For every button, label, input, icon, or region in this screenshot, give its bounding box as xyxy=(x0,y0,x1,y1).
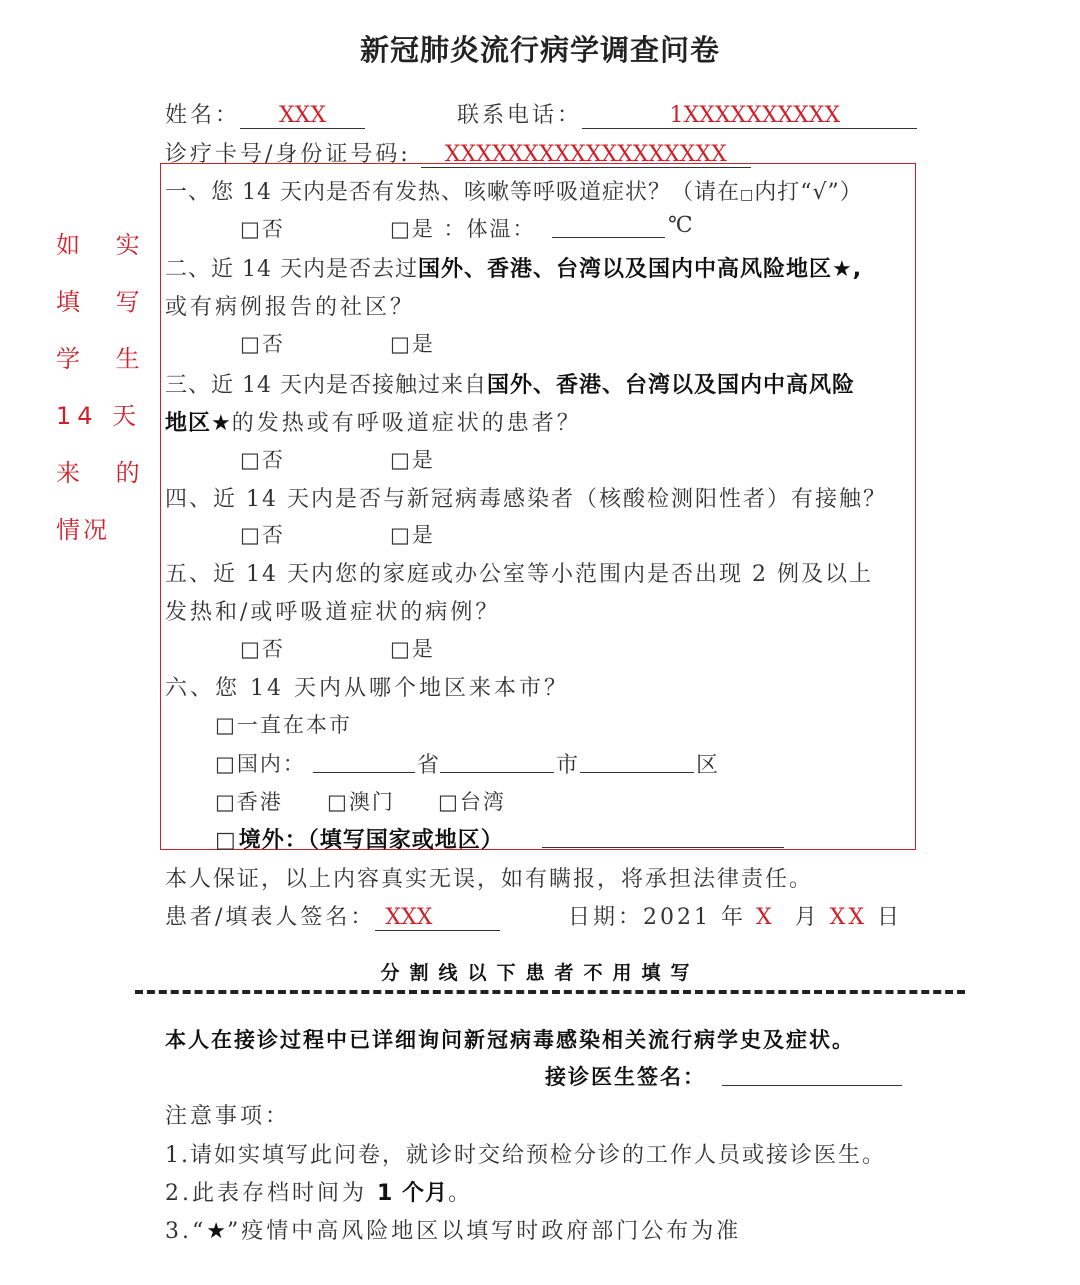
question-2-text: 二、近 14 天内是否去过 xyxy=(165,257,418,282)
province-field[interactable] xyxy=(313,748,415,773)
id-label: 诊疗卡号/身份证号码: xyxy=(165,142,411,167)
question-2 xyxy=(165,252,862,283)
notes-heading: 注意事项： xyxy=(165,1104,291,1129)
month-value[interactable]: X xyxy=(755,905,775,930)
page-title: 新冠肺炎流行病学调查问卷 xyxy=(359,33,720,67)
month-label: 月 xyxy=(794,905,820,930)
note-item-2 xyxy=(165,1176,473,1207)
q6-abroad-label: 境外：（填写国家或地区） xyxy=(238,828,504,853)
phone-row xyxy=(457,98,917,129)
doctor-sign-field[interactable] xyxy=(722,1061,902,1086)
temperature-field[interactable] xyxy=(552,213,665,238)
q6-macau-checkbox[interactable]: □澳门 xyxy=(327,790,395,814)
abroad-country-field[interactable] xyxy=(542,823,784,848)
question-2-line2: 或有病例报告的社区？ xyxy=(165,295,416,320)
divider-text: 分割线以下患者不用填写 xyxy=(380,962,700,984)
date-label: 日期：2021 年 xyxy=(568,905,746,930)
district-label: 区 xyxy=(696,753,722,778)
question-5-line2: 发热和/或呼吸道症状的病例？ xyxy=(165,600,501,625)
day-value[interactable]: XX xyxy=(829,905,867,930)
celsius-unit: ℃ xyxy=(668,213,696,238)
date-row xyxy=(568,900,902,931)
note-item-3 xyxy=(165,1214,741,1245)
question-3-line2 xyxy=(165,406,582,437)
signature-field[interactable]: XXX xyxy=(375,905,500,931)
district-field[interactable] xyxy=(580,748,694,773)
question-3-text-end: 的发热或有呼吸道症状的患者？ xyxy=(231,411,582,436)
question-6: 六、您 14 天内从哪个地区来本市？ xyxy=(165,676,569,701)
question-2-bold: 国外、香港、台湾以及国内中高风险地区★, xyxy=(417,257,863,282)
q3-no-checkbox[interactable]: □否 xyxy=(240,448,285,472)
phone-field[interactable] xyxy=(582,103,917,129)
question-1-text-end: 内打“√”） xyxy=(754,180,863,205)
note-item-3-end: ”疫情中高风险地区以填写时政府部门公布为准 xyxy=(226,1219,742,1244)
q6-abroad-option[interactable] xyxy=(215,823,504,854)
side-note-1: 如 实 xyxy=(56,231,154,259)
q1-no-checkbox[interactable]: □否 xyxy=(240,217,285,241)
city-field[interactable] xyxy=(440,748,554,773)
small-box-icon: □ xyxy=(739,187,755,203)
q2-no-checkbox[interactable]: □否 xyxy=(240,332,285,356)
signature-label: 患者/填表人签名： xyxy=(165,905,376,930)
question-4: 四、近 14 天内是否与新冠病毒感染者（核酸检测阳性者）有接触？ xyxy=(165,487,887,512)
question-3-bold: 国外、香港、台湾以及国内中高风险 xyxy=(486,373,855,398)
q2-yes-checkbox[interactable]: □是 xyxy=(390,332,435,356)
name-label: 姓名： xyxy=(165,103,241,128)
q6-local-checkbox[interactable]: □一直在本市 xyxy=(215,713,352,737)
side-note-6: 情况 xyxy=(56,516,110,544)
q3-yes-checkbox[interactable]: □是 xyxy=(390,448,435,472)
q1-yes-checkbox[interactable]: □是 ：体温： xyxy=(390,217,536,241)
day-label: 日 xyxy=(877,905,903,930)
side-note-4: 14 天 xyxy=(56,402,143,430)
q5-yes-checkbox[interactable]: □是 xyxy=(390,637,435,661)
signature-row xyxy=(165,900,500,931)
question-3-text: 三、近 14 天内是否接触过来自 xyxy=(165,373,487,398)
note-item-2-text: 2.此表存档时间为 xyxy=(165,1181,367,1206)
phone-value: 1XXXXXXXXXX xyxy=(669,103,841,128)
phone-label: 联系电话： xyxy=(457,103,583,128)
province-label: 省 xyxy=(417,753,443,778)
side-note-3: 学 生 xyxy=(56,345,154,373)
star-icon: ★ xyxy=(206,1219,227,1244)
question-1 xyxy=(165,175,863,206)
id-field[interactable]: XXXXXXXXXXXXXXXXXX xyxy=(421,142,751,168)
q6-abroad-checkbox[interactable]: □ xyxy=(215,828,239,853)
note-item-2-end: 。 xyxy=(447,1181,473,1206)
dashed-divider xyxy=(135,990,965,994)
note-item-2-bold: 1 个月 xyxy=(377,1181,448,1206)
q4-no-checkbox[interactable]: □否 xyxy=(240,523,285,547)
q4-yes-checkbox[interactable]: □是 xyxy=(390,523,435,547)
side-note-5: 来 的 xyxy=(56,459,154,487)
question-5: 五、近 14 天内您的家庭或办公室等小范围内是否出现 2 例及以上 xyxy=(165,562,873,587)
doctor-sign-label: 接诊医生签名： xyxy=(545,1065,706,1089)
question-3-bold2: 地区★ xyxy=(165,411,232,436)
note-item-3-text: 3.“ xyxy=(165,1219,207,1244)
note-item-1: 1.请如实填写此问卷，就诊时交给预检分诊的工作人员或接诊医生。 xyxy=(165,1143,886,1168)
q5-no-checkbox[interactable]: □否 xyxy=(240,637,285,661)
doctor-statement: 本人在接诊过程中已详细询问新冠病毒感染相关流行病学史及症状。 xyxy=(165,1028,855,1052)
name-field[interactable]: XXX xyxy=(240,103,365,129)
q6-hk-checkbox[interactable]: □香港 xyxy=(215,790,283,814)
question-3 xyxy=(165,368,855,399)
city-label: 市 xyxy=(556,753,582,778)
side-note-2: 填 写 xyxy=(56,288,154,316)
name-row xyxy=(165,98,365,129)
question-1-text: 一、您 14 天内是否有发热、咳嗽等呼吸道症状？（请在 xyxy=(165,180,740,205)
q6-taiwan-checkbox[interactable]: □台湾 xyxy=(438,790,506,814)
q6-domestic-checkbox[interactable]: □国内： xyxy=(215,752,306,776)
guarantee-text: 本人保证，以上内容真实无误，如有瞒报，将承担法律责任。 xyxy=(165,867,814,892)
